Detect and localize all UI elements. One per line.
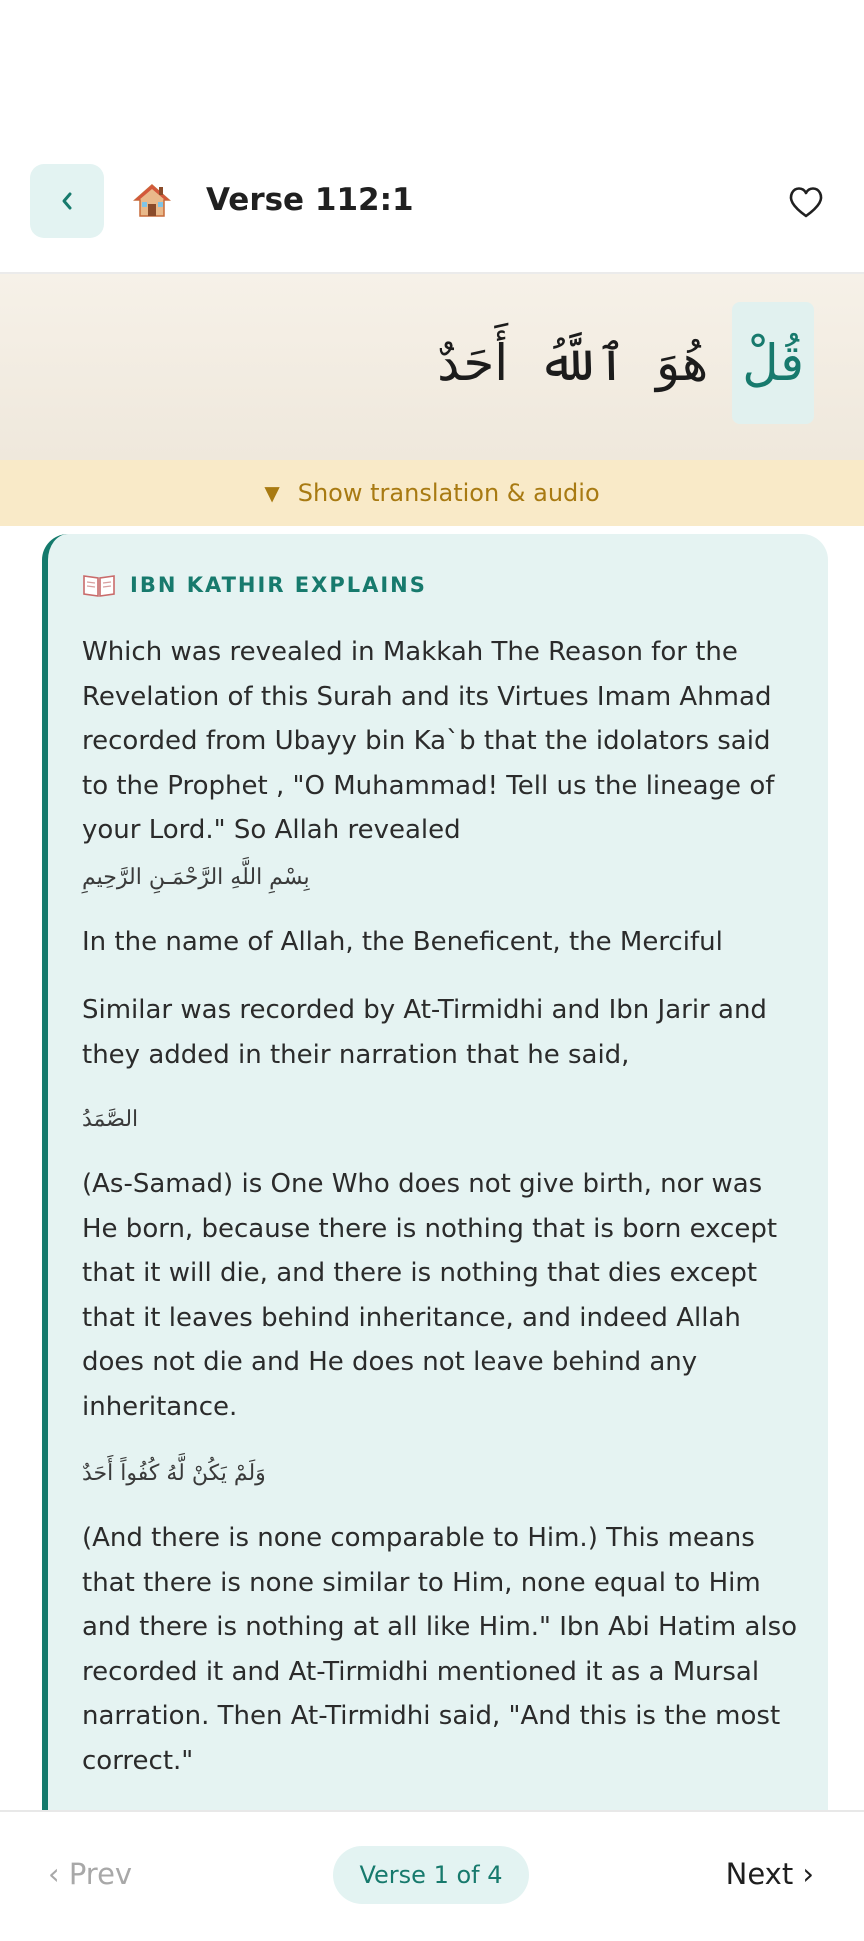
show-translation-toggle[interactable] bbox=[0, 460, 864, 526]
next-button[interactable]: Next › bbox=[725, 1857, 814, 1891]
tafsir-paragraph: In the name of Allah, the Beneficent, the Merciful bbox=[82, 927, 723, 957]
verse-arabic-panel bbox=[0, 274, 864, 460]
tafsir-paragraph: (As-Samad) is One Who does not give birth, nor was He born, because there is nothing that is born except that it will die, and there is nothing that dies except that it leaves behind inheritance, and indeed Allah does not die and He does not leave behind any inheritance. bbox=[82, 1169, 778, 1422]
bottom-navigation bbox=[0, 1810, 864, 1941]
toggle-label: Show translation & audio bbox=[297, 479, 600, 507]
tafsir-paragraph: Similar was recorded by At-Tirmidhi and Ibn Jarir and they added in their narration that he said, bbox=[82, 995, 767, 1070]
tafsir-card-header bbox=[82, 572, 427, 598]
tafsir-arabic-quote: الصَّمَدُ bbox=[82, 1107, 139, 1132]
heart-outline-icon[interactable] bbox=[786, 182, 826, 222]
triangle-down-icon: ▼ bbox=[264, 481, 280, 505]
tafsir-body bbox=[82, 630, 802, 1786]
verse-word[interactable]: أَحَدٌ bbox=[437, 334, 509, 392]
page-title: Verse 112:1 bbox=[206, 182, 414, 218]
verse-position-indicator: Verse 1 of 4 bbox=[333, 1846, 529, 1904]
chevron-left-icon bbox=[60, 191, 74, 211]
verse-word[interactable]: ٱللَّهُ bbox=[538, 334, 627, 392]
open-book-icon bbox=[82, 572, 116, 598]
back-button[interactable] bbox=[30, 164, 104, 238]
verse-word[interactable]: هُوَ bbox=[656, 334, 709, 392]
verse-word-active[interactable]: قُلْ bbox=[732, 302, 814, 424]
tafsir-paragraph: (And there is none comparable to Him.) This means that there is none similar to Him, none equal to Him and there is nothing at all like Him." Ibn Abi Hatim also recorded it and At-Tirmidhi mentioned it as a Mursal narration. Then At-Tirmidhi said, "And this is the most correct." bbox=[82, 1523, 798, 1776]
tafsir-title: IBN KATHIR EXPLAINS bbox=[130, 573, 427, 597]
top-app-bar bbox=[0, 158, 864, 274]
tafsir-arabic-quote: وَلَمْ يَكُنْ لَّهُ كُفُواً أَحَدٌ bbox=[82, 1461, 266, 1486]
verse-arabic-text bbox=[431, 302, 814, 424]
tafsir-paragraph: Which was revealed in Makkah The Reason for the Revelation of this Surah and its Virtues Imam Ahmad recorded from Ubayy bin Ka`b that the idolators said to the Prophet , "O Muhammad! Tell us the lineage of your Lord." So Allah revealed bbox=[82, 637, 775, 846]
house-icon[interactable] bbox=[131, 180, 173, 222]
prev-button[interactable]: ‹ Prev bbox=[48, 1857, 133, 1891]
tafsir-arabic-quote: بِسْمِ اللَّهِ الرَّحْمَـنِ الرَّحِيمِ bbox=[82, 865, 310, 890]
tafsir-card bbox=[42, 534, 828, 1810]
